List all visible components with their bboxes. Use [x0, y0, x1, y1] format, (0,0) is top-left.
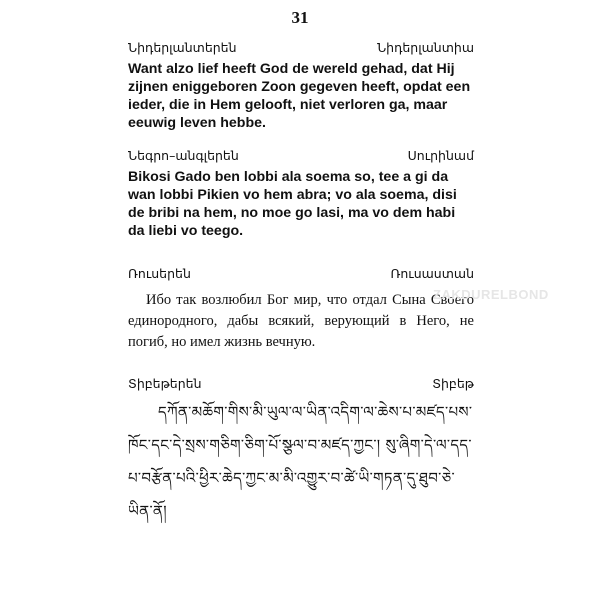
tibetan-section [128, 376, 474, 528]
sranan-section [128, 148, 474, 240]
region-label: Ռուսաստան [390, 266, 474, 281]
russian-section [128, 266, 474, 353]
page-number: 31 [291, 8, 309, 27]
verse-text: Ибо так возлюбил Бог мир, что отдал Сына Своего единородного, дабы всякий, верующий в Него, не погиб, но имел жизнь вечную. [128, 292, 474, 350]
dutch-header [128, 40, 474, 60]
language-label: Նեգրո–անգլերեն [128, 148, 239, 163]
watermark: ZAKDURELBOND [433, 287, 549, 302]
verse-text: དཀོན་མཆོག་གིས་མི་ཡུལ་ལ་ཡིན་འདིག་ལ་ཆེས་པ་མཛད་པས་ཁོང་དང་དེ་སྲས་གཅིག་ཅིག་པོ་སྩལ་བ་མཛད་ཀྱང་། སུ་ཞིག་དེ་ལ་དད་པ་བརྩོན་པའི་ཕྱིར་ཆེད་ཀྱང་མ་མི་འགྱུར་བ་ཚེ་ཡི་གཏན་དུ་ཐུབ་ཅེ་ཡིན་ནོ། [128, 403, 473, 520]
region-label: Սուրինամ [407, 148, 474, 163]
sranan-header [128, 148, 474, 168]
region-label: Տիբեթ [432, 376, 474, 391]
language-label: Նիդերլանտերեն [128, 40, 237, 55]
language-label: Ռուսերեն [128, 266, 191, 281]
russian-header [128, 266, 474, 286]
language-label: Տիբեթերեն [128, 376, 202, 391]
region-label: Նիդերլանտիա [377, 40, 474, 55]
verse-text: Bikosi Gado ben lobbi ala soema so, tee a gi da wan lobbi Pikien vo hem abra; vo ala soema, disi de bribi na hem, no moe go lasi, ma vo dem habi da liebi vo teego. [128, 169, 457, 239]
dutch-section [128, 40, 474, 132]
verse-text: Want alzo lief heeft God de wereld gehad, dat Hij zijnen eniggeboren Zoon gegeven heeft, opdat een ieder, die in Hem gelooft, niet verloren ga, maar eeuwig leven hebbe. [128, 61, 471, 131]
tibetan-header [128, 376, 474, 396]
